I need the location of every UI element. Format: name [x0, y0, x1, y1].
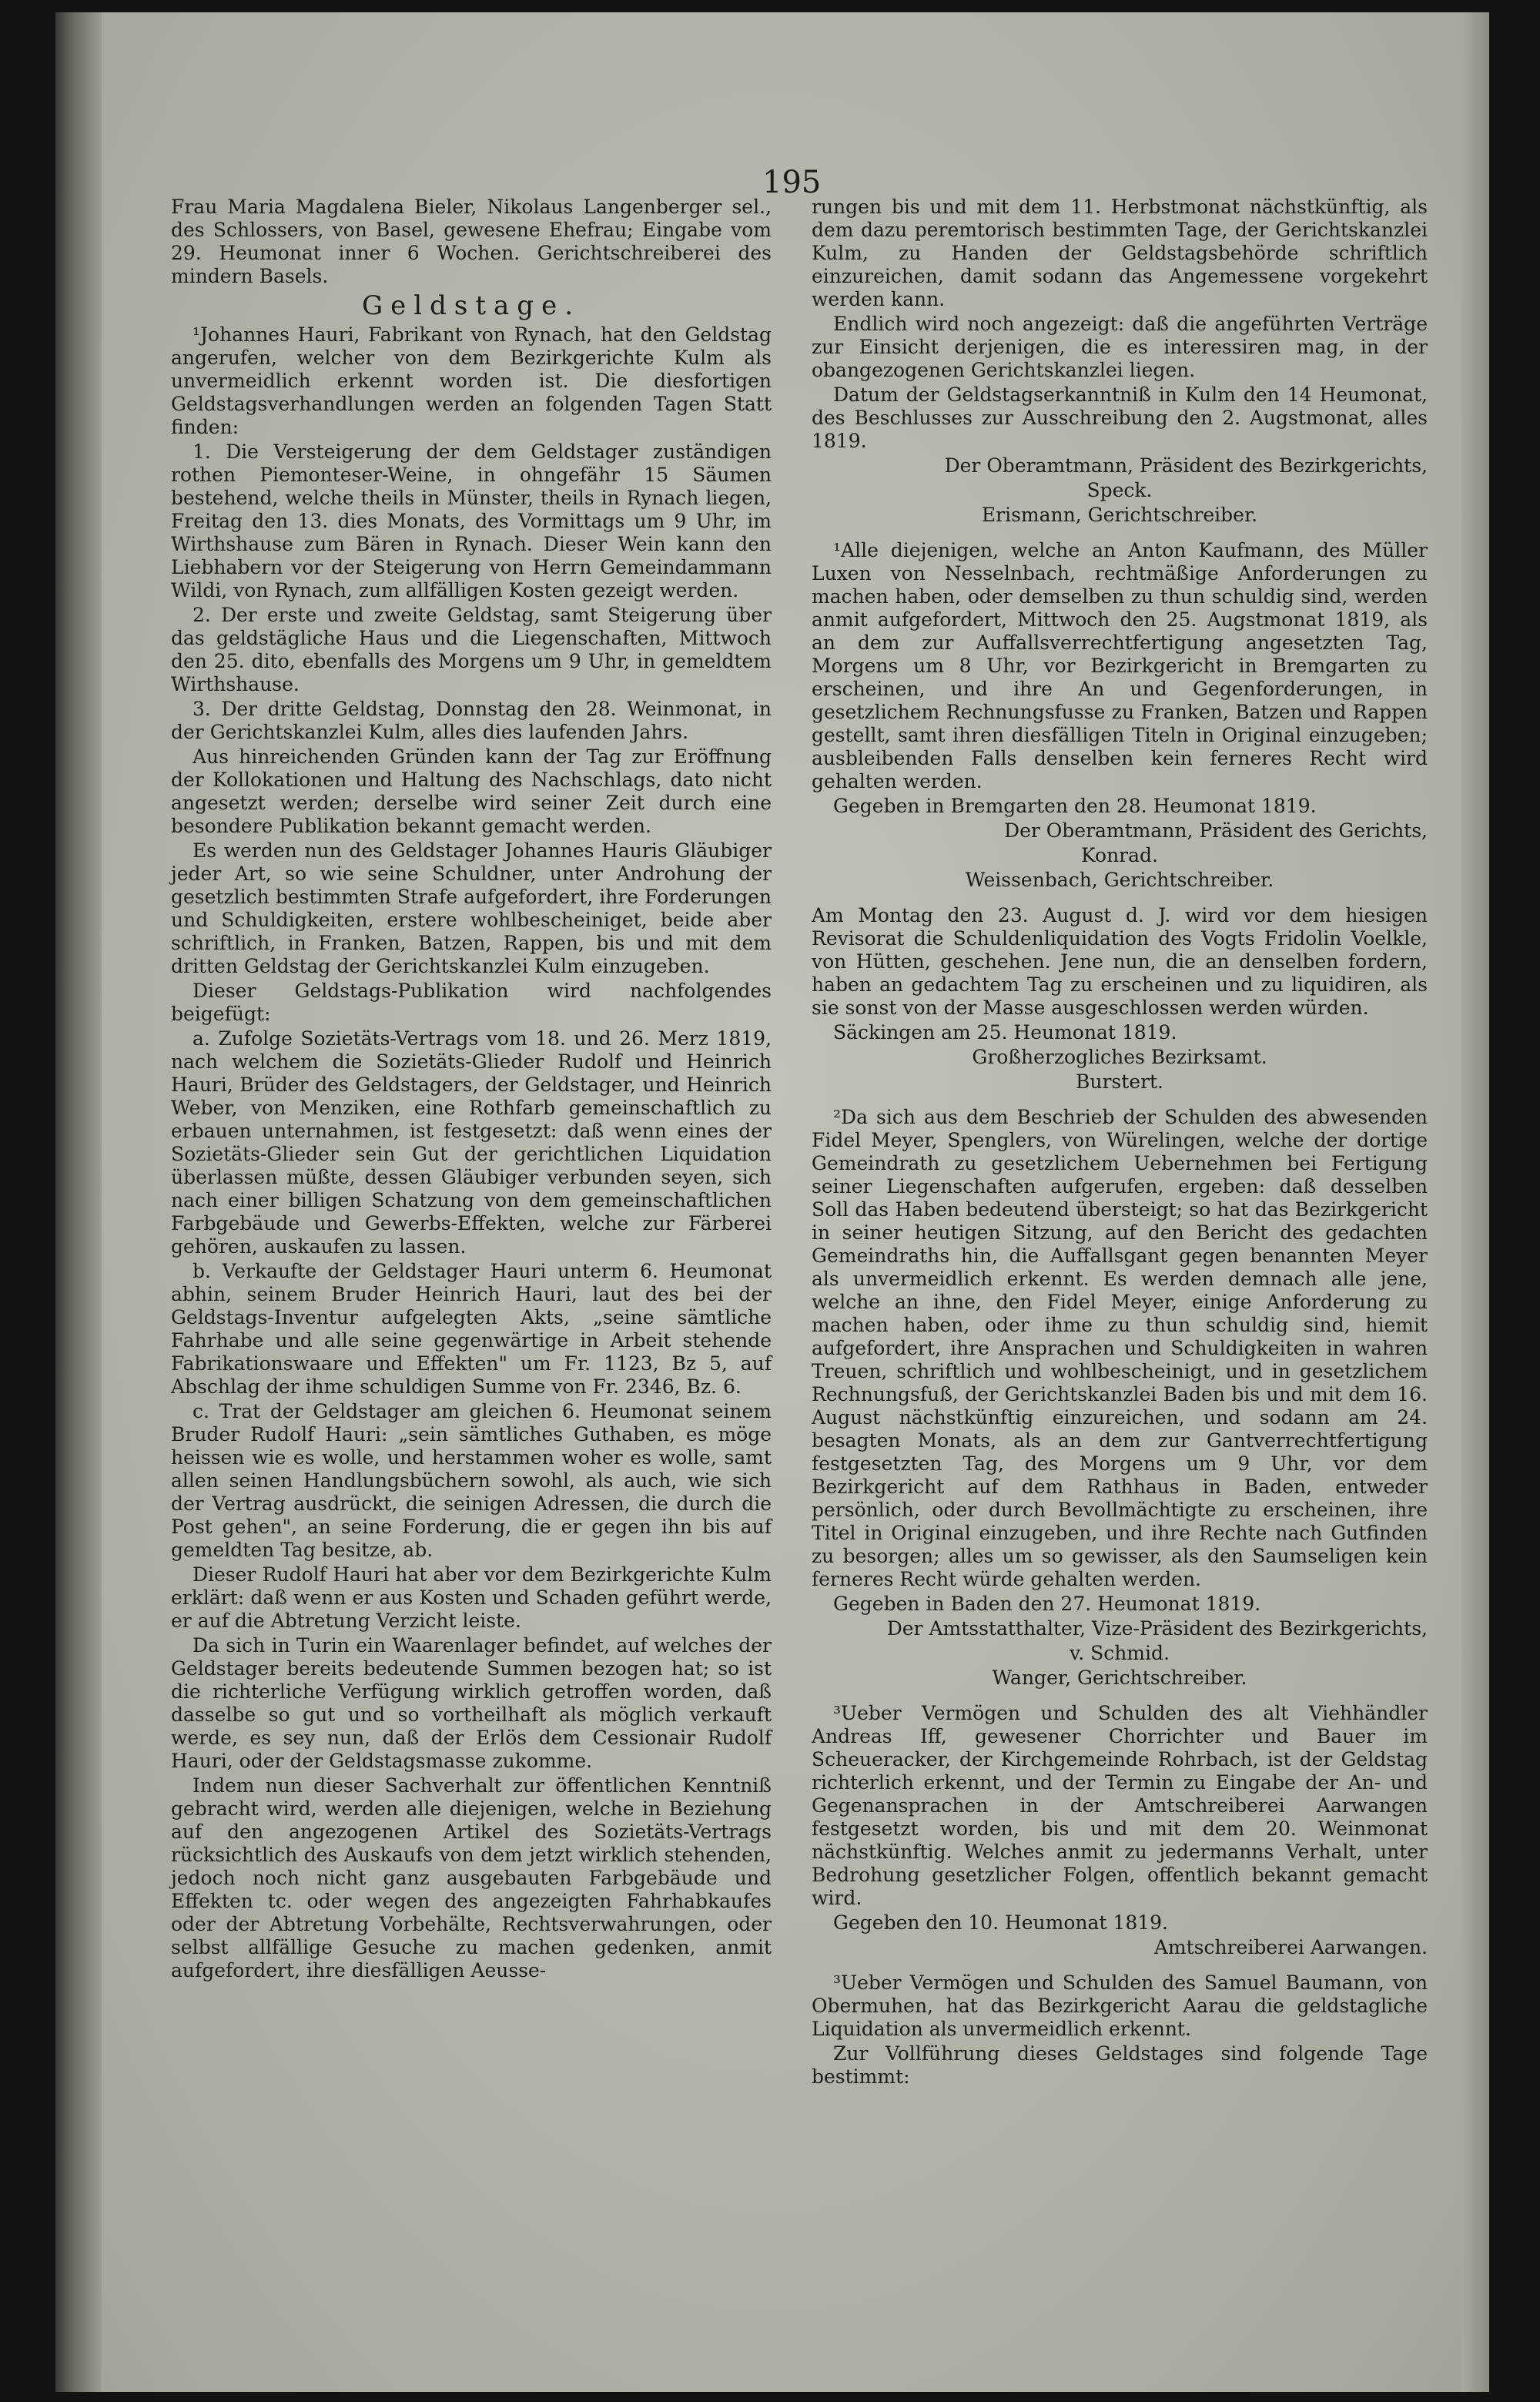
signature-title: Der Amtsstatthalter, Vize-Präsident des Bezirkgerichts,: [886, 1617, 1428, 1640]
notice-hauri-item-b: b. Verkaufte der Geldstager Hauri unterm 6. Heumonat abhin, seinem Bruder Heinrich Hauri, laut des bei der Geldstags-Inventur aufgelegten Akts, „seine sämtliche Fahrhabe und alle seine gegenwärtige in Arbeit stehende Fabrikationswaare und Effekten" um Fr. 1123, Bz 5, auf Abschlag der ihme schuldigen Summe von Fr. 2346, Bz. 6.: [171, 1260, 772, 1398]
signature-office: Großherzogliches Bezirksamt.: [972, 1046, 1267, 1068]
signature-name: Burstert.: [1075, 1070, 1164, 1093]
notice-hauri-paragraph: Endlich wird noch angezeigt: daß die angeführten Verträge zur Einsicht derjenigen, die es interessiren mag, in der obangezogenen Gerichtskanzlei liegen.: [812, 313, 1428, 381]
notice-hauri-date: Datum der Geldstagserkanntniß in Kulm den 14 Heumonat, des Beschlusses zur Ausschreibung den 2. Augstmonat, alles 1819.: [812, 384, 1428, 452]
signature-title: Der Oberamtmann, Präsident des Bezirkgerichts,: [944, 454, 1428, 477]
right-column: [812, 196, 1428, 2090]
signature-name: v. Schmid.: [1070, 1642, 1170, 1664]
notice-hauri-paragraph: Da sich in Turin ein Waarenlager befindet, auf welches der Geldstager bereits bedeutende Summen bezogen hat; so ist die richterliche Verfügung wirklich getroffen worden, daß dasselbe so gut und so vortheilhaft als möglich verkauft werde, es sey nun, daß der Erlös dem Cessionair Rudolf Hauri, oder der Geldstagsmasse zukomme.: [171, 1634, 772, 1772]
notice-iff-date: Gegeben den 10. Heumonat 1819.: [833, 1911, 1168, 1934]
notice-hauri-item-3: 3. Der dritte Geldstag, Donnstag den 28. Weinmonat, in der Gerichtskanzlei Kulm, alles dies laufenden Jahrs.: [171, 698, 772, 743]
signature-office: Amtschreiberei Aarwangen.: [1153, 1936, 1428, 1958]
signature-name: Speck.: [1086, 479, 1153, 501]
signature-name: Konrad.: [1081, 844, 1158, 866]
notice-hauri-intro: ¹Johannes Hauri, Fabrikant von Rynach, hat den Geldstag angerufen, welcher von dem Bezirkgerichte Kulm als unvermeidlich erkennt worden ist. Die diesfortigen Geldstagsverhandlungen werden an folgenden Tagen Statt finden:: [171, 323, 772, 438]
notice-hauri-item-c: c. Trat der Geldstager am gleichen 6. Heumonat seinem Bruder Rudolf Hauri: „sein sämtliches Guthaben, es möge heissen wie es wolle, und herstammen woher es wolle, samt allen seinen Handlungsbüchern sowohl, als auch, wie sich der Vertrag ausdrückt, die seinigen Adressen, die durch die Post gehen", an seine Forderung, die er gegen ihn bis auf gemeldten Tag besitze, ab.: [171, 1400, 772, 1561]
page-number: 195: [762, 165, 822, 200]
notice-hauri-item-2: 2. Der erste und zweite Geldstag, samt Steigerung über das geldstägliche Haus und die Liegenschaften, Mittwoch den 25. dito, ebenfalls des Morgens um 9 Uhr, in gemeldtem Wirthshause.: [171, 604, 772, 695]
notice-hauri-paragraph: Aus hinreichenden Gründen kann der Tag zur Eröffnung der Kollokationen und Haltung des Nachschlags, dato nicht angesetzt werden; derselbe wird seiner Zeit durch eine besondere Publikation bekannt gemacht werden.: [171, 745, 772, 837]
notice-kaufmann-date: Gegeben in Bremgarten den 28. Heumonat 1819.: [833, 795, 1317, 817]
notice-baumann: ³Ueber Vermögen und Schulden des Samuel Baumann, von Obermuhen, hat das Bezirkgericht Aarau die geldstagliche Liquidation als unvermeidlich erkennt.: [812, 1972, 1428, 2040]
notice-baumann-paragraph: Zur Vollführung dieses Geldstages sind folgende Tage bestimmt:: [812, 2042, 1428, 2088]
signature-clerk: Wanger, Gerichtschreiber.: [992, 1667, 1247, 1689]
signature-clerk: Weissenbach, Gerichtschreiber.: [965, 869, 1274, 891]
left-column: [171, 196, 772, 1984]
notice-hauri-paragraph: Es werden nun des Geldstager Johannes Hauris Gläubiger jeder Art, so wie seine Schuldner, unter Androhung der gesetzlich bestimmten Strafe aufgefordert, ihre Forderungen und Schuldigkeiten, erstere wohlbescheiniget, beide aber schriftlich, in Franken, Batzen, Rappen, bis und mit dem dritten Geldstag der Gerichtskanzlei Kulm einzugeben.: [171, 839, 772, 977]
book-spine: [55, 12, 102, 2392]
signature-title: Der Oberamtmann, Präsident des Gerichts,: [1004, 819, 1428, 842]
notice-meyer-date: Gegeben in Baden den 27. Heumonat 1819.: [833, 1593, 1261, 1615]
notice-hauri-item-a: a. Zufolge Sozietäts-Vertrags vom 18. und 26. Merz 1819, nach welchem die Sozietäts-Glieder Rudolf und Heinrich Hauri, Brüder des Geldstagers, der Geldstager, und Heinrich Weber, von Menziken, eine Rothfarb gemeinschaftlich zu erbauen unternahmen, ist festgesetzt: daß wenn eines der Sozietäts-Glieder sein Gut der gerichtlichen Liquidation überlassen müßte, dessen Gläubiger verbunden seyen, sich nach einer billigen Schatzung von dem gemeinschaftlichen Farbgebäude und Gewerbs-Effekten, welche zur Färberei gehören, auskaufen zu lassen.: [171, 1027, 772, 1258]
section-heading-geldstage: Geldstage.: [362, 290, 581, 321]
notice-hauri-item-1: 1. Die Versteigerung der dem Geldstager zuständigen rothen Piemonteser-Weine, in ohngefähr 15 Säumen bestehend, welche theils in Münster, theils in Rynach liegen, Freitag den 13. dies Monats, des Vormittags um 9 Uhr, im Wirthshause zum Bären in Rynach. Dieser Wein kann den Liebhabern vor der Steigerung von Herrn Gemeindammann Wildi, von Rynach, zum allfälligen Kosten gezeigt werden.: [171, 441, 772, 601]
notice-kaufmann: ¹Alle diejenigen, welche an Anton Kaufmann, des Müller Luxen von Nesselnbach, rechtmäßige Anforderungen zu machen haben, oder demselben zu thun schuldig sind, werden anmit aufgefordert, Mittwoch den 25. Augstmonat 1819, als an dem zur Auffallsverrechtfertigung angesetzten Tag, Morgens um 8 Uhr, vor Bezirkgericht in Bremgarten zu erscheinen, und ihre An und Gegenforderungen, in gesetzlichem Rechnungsfusse zu Franken, Batzen und Rappen gestellt, samt ihren diesfälligen Titeln in Original einzugeben; ausbleibenden Falls denselben kein ferneres Recht wird gehalten werden.: [812, 539, 1428, 792]
notice-iff: ³Ueber Vermögen und Schulden des alt Viehhändler Andreas Iff, gewesener Chorrichter und Bauer im Scheueracker, der Kirchgemeinde Rohrbach, ist der Geldstag richterlich erkennt, und der Termin zu Eingabe der An- und Gegenansprachen in der Amtschreiberei Aarwangen festgesetzt worden, bis und mit dem 20. Weinmonat nächstkünftig. Welches anmit zu jedermanns Verhalt, unter Bedrohung gesetzlicher Folgen, offentlich bekannt gemacht wird.: [812, 1702, 1428, 1909]
notice-bieler: Frau Maria Magdalena Bieler, Nikolaus Langenberger sel., des Schlossers, von Basel, gewesene Ehefrau; Eingabe vom 29. Heumonat inner 6 Wochen. Gerichtschreiberei des mindern Basels.: [171, 196, 772, 287]
notice-voelkle: Am Montag den 23. August d. J. wird vor dem hiesigen Revisorat die Schuldenliquidation des Vogts Fridolin Voelkle, von Hütten, geschehen. Jene nun, die an denselben fordern, haben an gedachtem Tag zu erscheinen und zu liquidiren, als sie sonst von der Masse ausgeschlossen werden würden.: [812, 904, 1428, 1019]
signature-clerk: Erismann, Gerichtschreiber.: [981, 504, 1258, 526]
notice-voelkle-date: Säckingen am 25. Heumonat 1819.: [833, 1021, 1177, 1044]
notice-hauri-continued: rungen bis und mit dem 11. Herbstmonat nächstkünftig, als dem dazu peremtorisch bestimmten Tage, der Gerichtskanzlei Kulm, zu Handen der Geldstagsbehörde schriftlich einzureichen, damit sodann das Angemessene vorgekehrt werden kann.: [812, 196, 1428, 310]
notice-hauri-paragraph: Indem nun dieser Sachverhalt zur öffentlichen Kenntniß gebracht wird, werden alle diejenigen, welche in Beziehung auf den angezogenen Artikel des Sozietäts-Vertrags rücksichtlich des Auskaufs von dem jetzt wirklich stehenden, jedoch noch nicht ganz ausgebauten Farbgebäude und Effekten tc. oder wegen des angezeigten Fahrhabkaufes oder der Abtretung Vorbehälte, Rechtsverwahrungen, oder selbst allfällige Gesuche zu machen gedenken, anmit aufgefordert, ihre diesfälligen Aeusse-: [171, 1774, 772, 1982]
page-edge: [1461, 12, 1489, 2392]
notice-hauri-paragraph: Dieser Geldstags-Publikation wird nachfolgendes beigefügt:: [171, 980, 772, 1025]
document-page: [55, 12, 1489, 2392]
notice-hauri-paragraph: Dieser Rudolf Hauri hat aber vor dem Bezirkgerichte Kulm erklärt: daß wenn er aus Kosten und Schaden geführt werde, er auf die Abtretung Verzicht leiste.: [171, 1563, 772, 1632]
notice-meyer: ²Da sich aus dem Beschrieb der Schulden des abwesenden Fidel Meyer, Spenglers, von Würelingen, welche der dortige Gemeindrath zu gesetzlichem Uebernehmen bei Fertigung seiner Liegenschaften aufgerufen, ergeben: daß desselben Soll das Haben bedeutend übersteigt; so hat das Bezirkgericht in seiner heutigen Sitzung, auf den Bericht des gedachten Gemeindraths hin, die Auffallsgant gegen benannten Meyer als unvermeidlich erkennt. Es werden demnach alle jene, welche an ihne, den Fidel Meyer, einige Anforderung zu machen haben, oder ihme zu thun schuldig sind, hiemit aufgefordert, ihre Ansprachen und Schuldigkeiten in wahren Treuen, schriftlich und wohlbescheinigt, und in gesetzlichem Rechnungsfuß, der Gerichtskanzlei Baden bis und mit dem 16. August nächstkünftig einzureichen, und sodann am 24. besagten Monats, als an dem zur Gantverrechtfertigung festgesetzten Tag, des Morgens um 9 Uhr, vor dem Bezirkgericht auf dem Rathhaus in Baden, entweder persönlich, oder durch Bevollmächtigte zu erscheinen, ihre Titel in Original einzugeben, und ihre Rechte nach Gutfinden zu besorgen; alles um so gewisser, als den Saumseligen kein ferneres Recht würde gehalten werden.: [812, 1106, 1428, 1590]
